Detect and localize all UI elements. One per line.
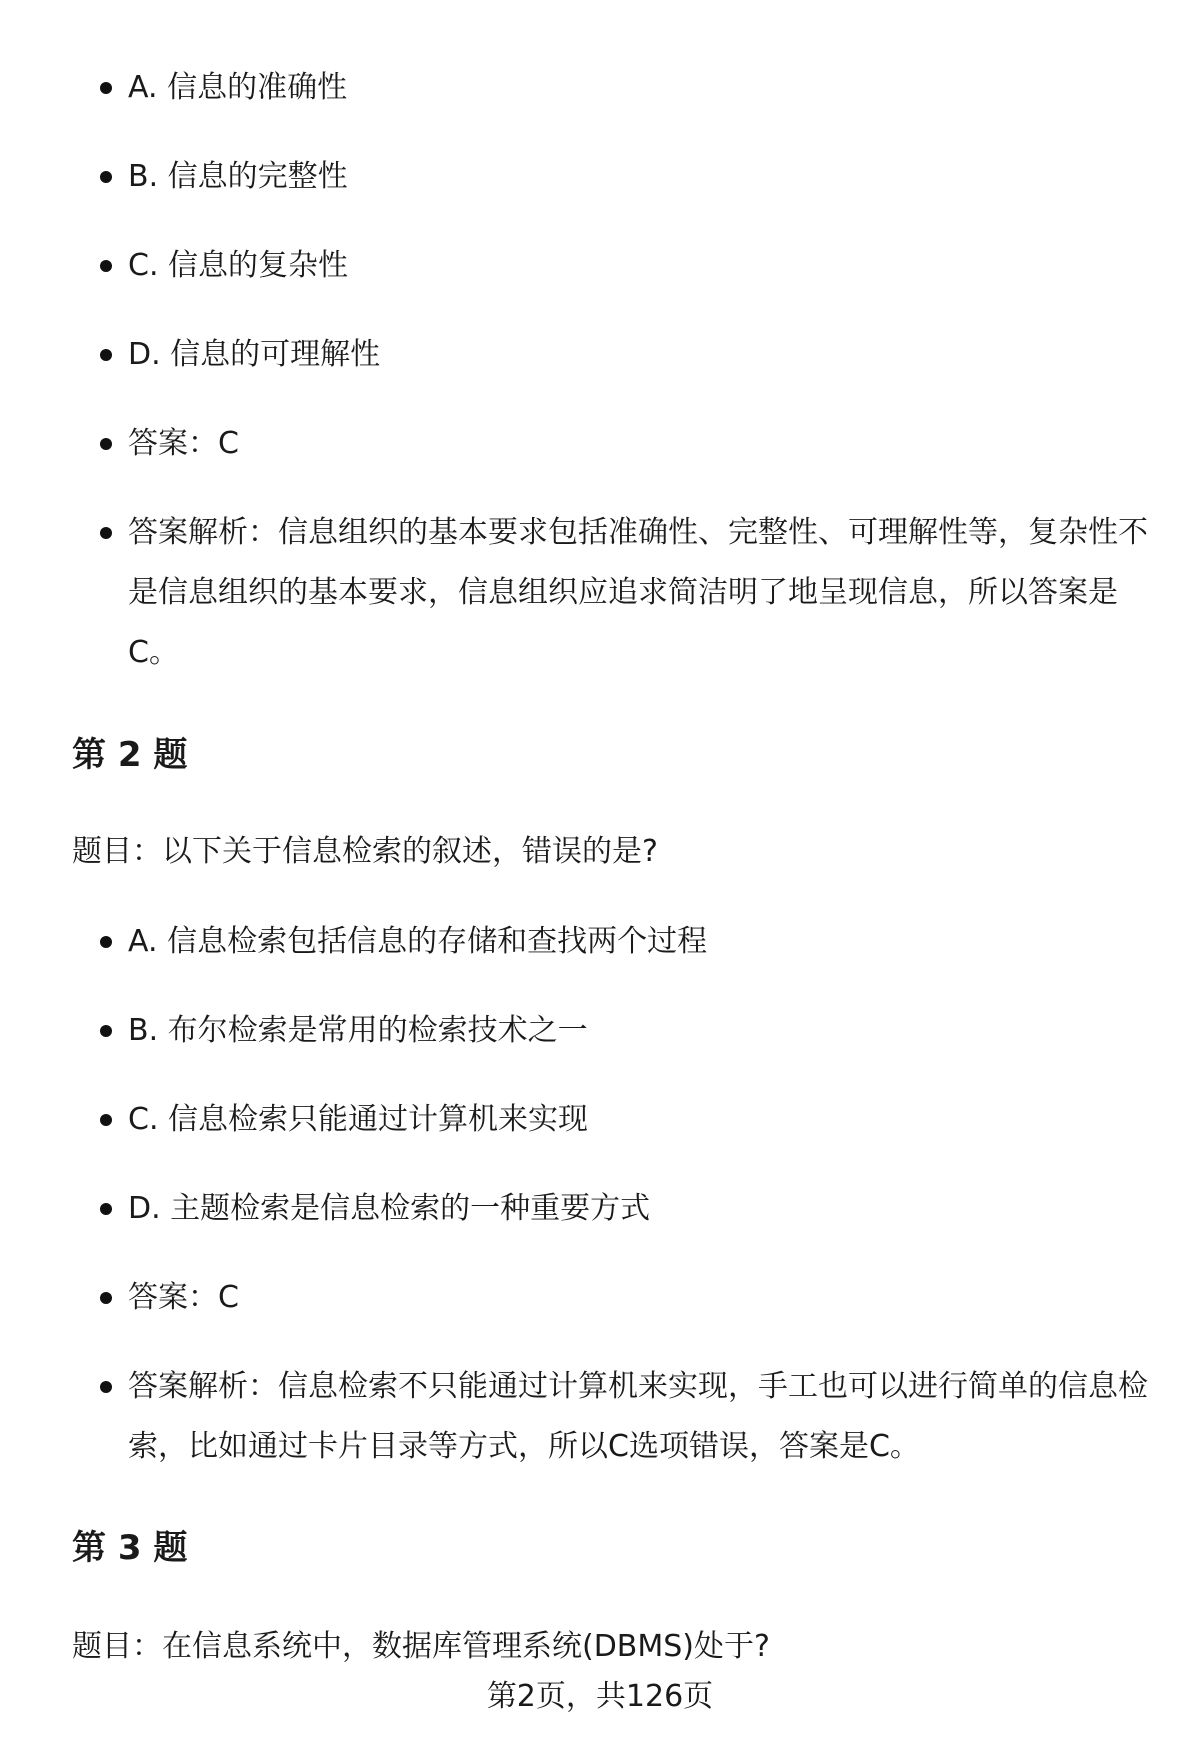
q2-option-b: B. 布尔检索是常用的检索技术之一: [128, 1001, 1148, 1061]
q3-question: 题目：在信息系统中，数据库管理系统(DBMS)处于?: [72, 1629, 770, 1664]
q2-heading: 第 2 题: [72, 735, 188, 775]
page-number-footer: 第2页，共126页: [486, 1679, 714, 1714]
q1-option-c: C. 信息的复杂性: [128, 236, 1148, 296]
q1-option-b: B. 信息的完整性: [128, 147, 1148, 207]
q1-option-a: A. 信息的准确性: [128, 58, 1148, 118]
q1-option-d: D. 信息的可理解性: [128, 325, 1148, 385]
q2-answer: 答案：C: [128, 1268, 1148, 1328]
q2-explanation: 答案解析：信息检索不只能通过计算机来实现，手工也可以进行简单的信息检索，比如通过卡片目录等方式，所以C选项错误，答案是C。: [128, 1357, 1148, 1477]
q2-option-d: D. 主题检索是信息检索的一种重要方式: [128, 1179, 1148, 1239]
q1-explanation: 答案解析：信息组织的基本要求包括准确性、完整性、可理解性等，复杂性不是信息组织的基本要求，信息组织应追求简洁明了地呈现信息，所以答案是C。: [128, 503, 1148, 683]
q2-question: 题目：以下关于信息检索的叙述，错误的是?: [72, 834, 658, 869]
q2-option-a: A. 信息检索包括信息的存储和查找两个过程: [128, 912, 1148, 972]
q3-heading: 第 3 题: [72, 1528, 188, 1568]
q1-answer: 答案：C: [128, 414, 1148, 474]
q2-option-c: C. 信息检索只能通过计算机来实现: [128, 1090, 1148, 1150]
